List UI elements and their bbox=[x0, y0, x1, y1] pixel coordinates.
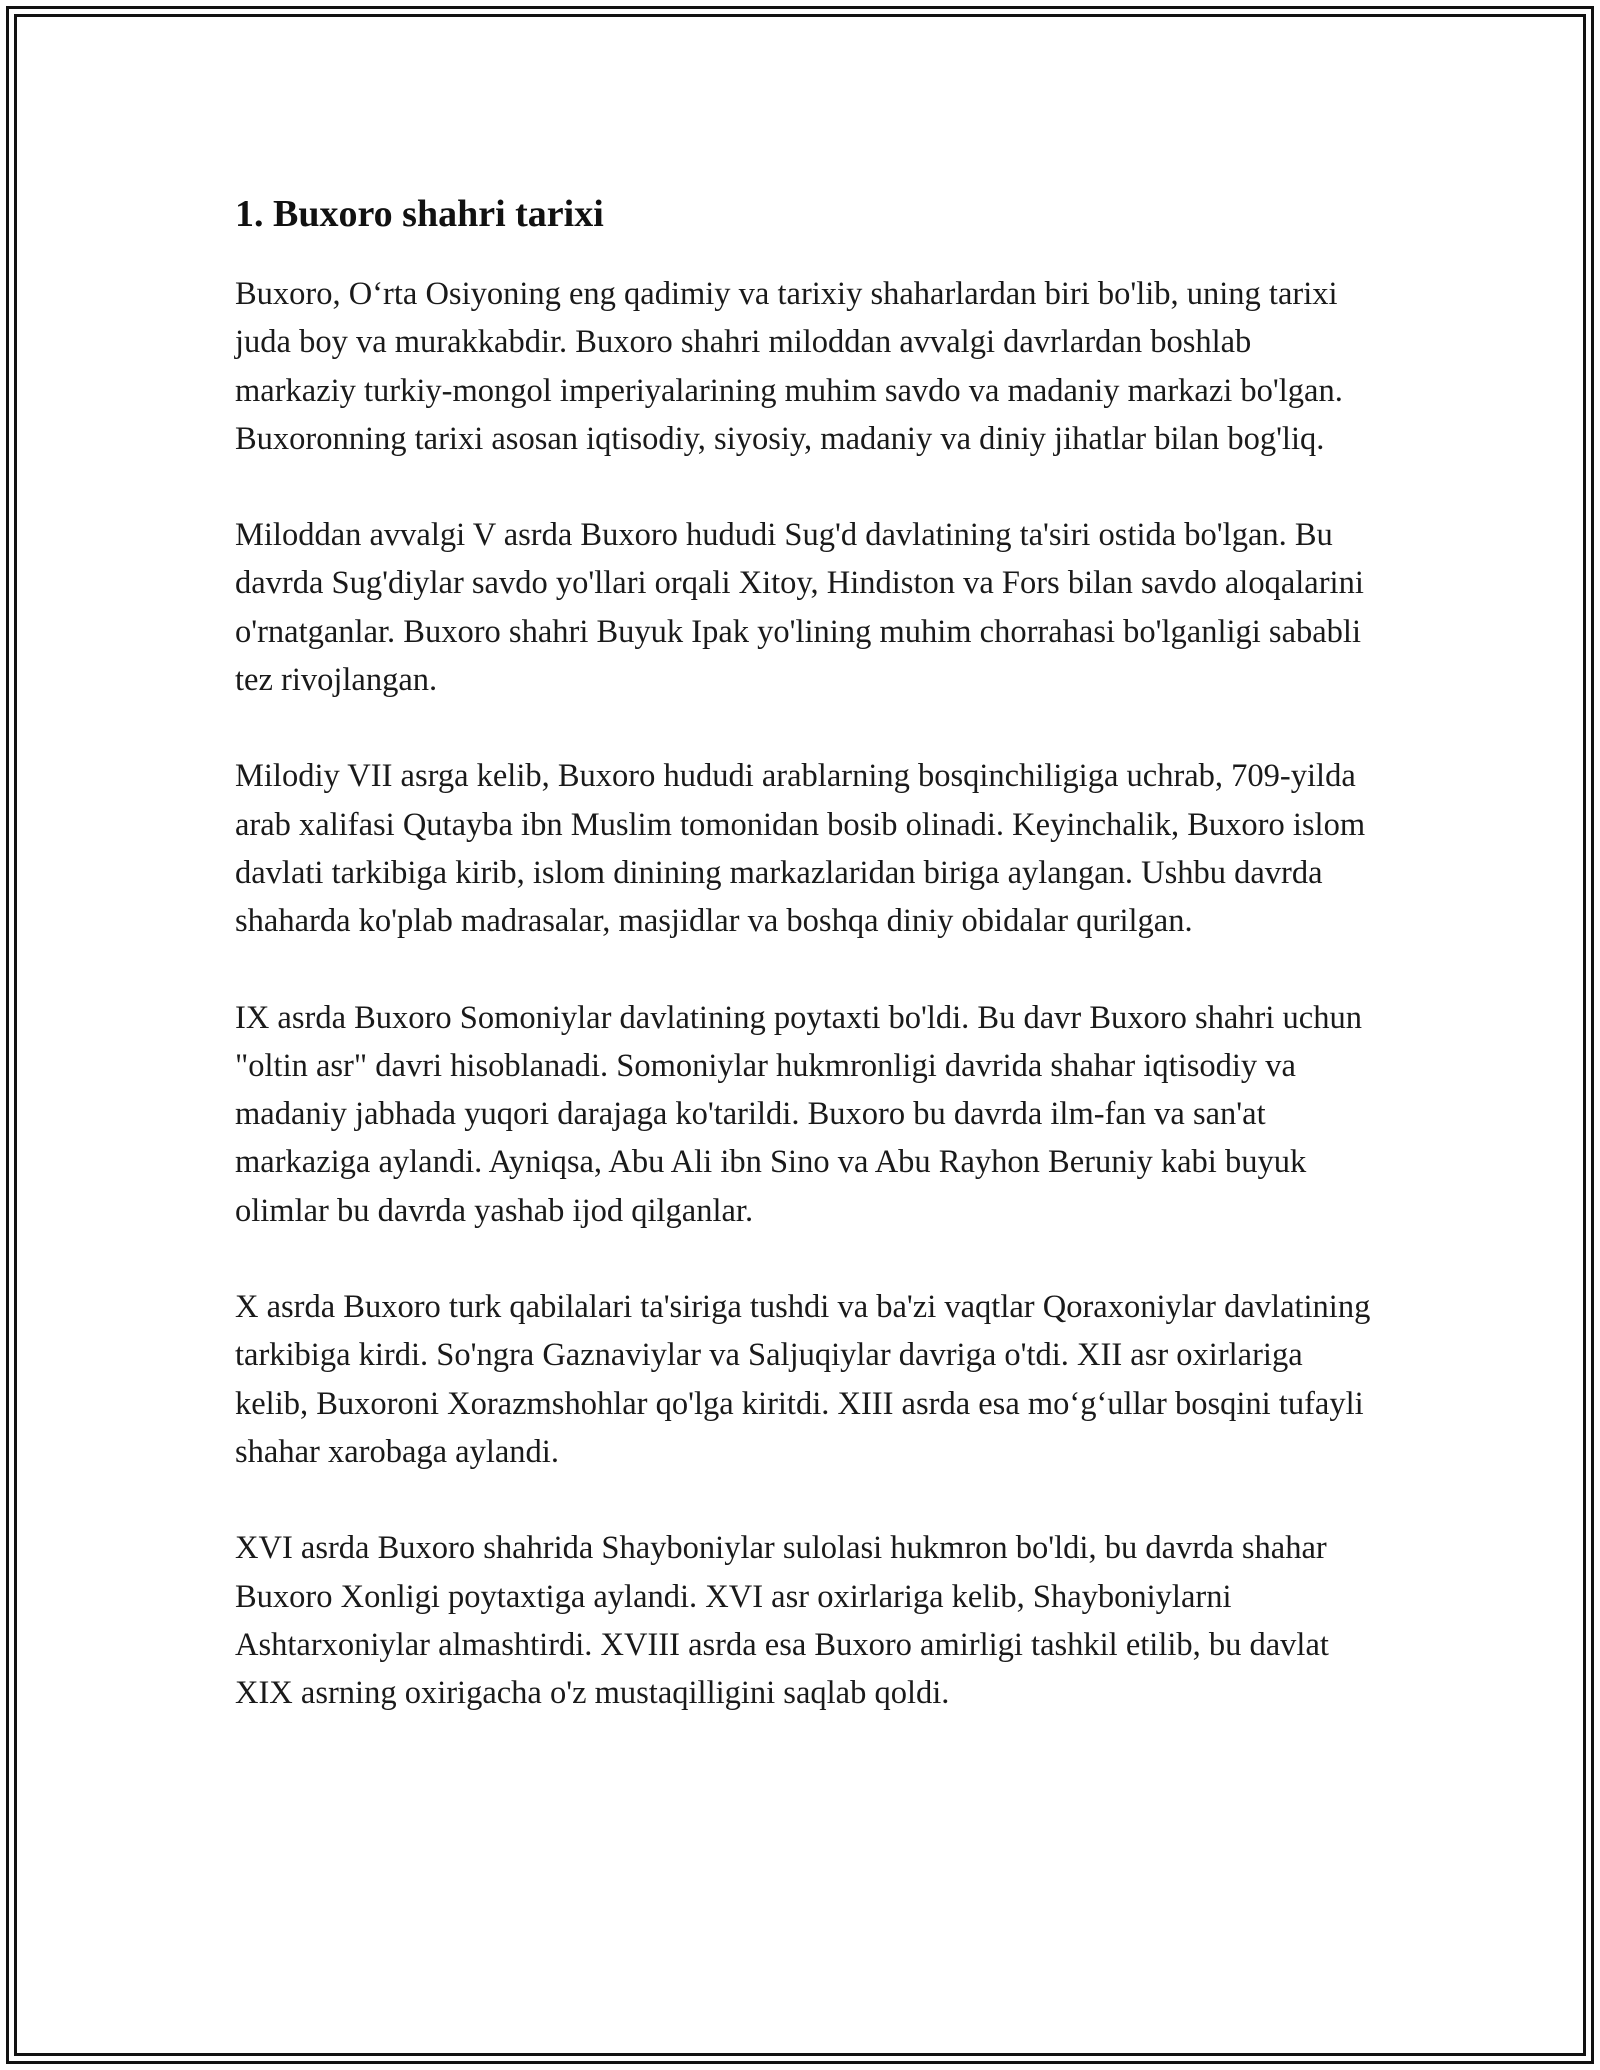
paragraph-3: Milodiy VII asrga kelib, Buxoro hududi arablarning bosqinchiligiga uchrab, 709-yilda arab xalifasi Qutayba ibn Muslim tomonidan bosib olinadi. Keyinchalik, Buxoro islom davlati tarkibiga kirib, islom dinining markazlaridan biriga aylangan. Ushbu davrda shaharda ko'plab madrasalar, masjidlar va boshqa diniy obidalar qurilgan. bbox=[235, 758, 1366, 940]
paragraph-5: X asrda Buxoro turk qabilalari ta'siriga tushdi va ba'zi vaqtlar Qoraxoniylar davlatining tarkibiga kirdi. So'ngra Gaznaviylar va Saljuqiylar davriga o'tdi. XII asr oxirlariga kelib, Buxoroni Xorazmshohlar qo'lga kiritdi. XIII asrda esa mo‘g‘ullar bosqini tufayli shahar xarobaga aylandi. bbox=[235, 1289, 1371, 1470]
paragraph-1: Buxoro, O‘rta Osiyoning eng qadimiy va tarixiy shaharlardan biri bo'lib, uning tarixi juda boy va murakkabdir. Buxoro shahri miloddan avvalgi davrlardan boshlab markaziy turkiy-mongol imperiyalarining muhim savdo va madaniy markazi bo'lgan. Buxoronning tarixi asosan iqtisodiy, siyosiy, madaniy va diniy jihatlar bilan bog'liq. bbox=[235, 276, 1343, 457]
paragraph-4: IX asrda Buxoro Somoniylar davlatining poytaxti bo'ldi. Bu davr Buxoro shahri uchun "oltin asr" davri hisoblanadi. Somoniylar hukmronligi davrida shahar iqtisodiy va madaniy jabhada yuqori darajaga ko'tarildi. Buxoro bu davrda ilm-fan va san'at markaziga aylandi. Ayniqsa, Abu Ali ibn Sino va Abu Rayhon Beruniy kabi buyuk olimlar bu davrda yashab ijod qilganlar. bbox=[235, 999, 1362, 1229]
paragraph-6: XVI asrda Buxoro shahrida Shayboniylar sulolasi hukmron bo'ldi, bu davrda shahar Buxoro Xonligi poytaxtiga aylandi. XVI asr oxirlariga kelib, Shayboniylarni Ashtarxoniylar almashtirdi. XVIII asrda esa Buxoro amirligi tashkil etilib, bu davlat XIX asrning oxirigacha o'z mustaqilligini saqlab qoldi. bbox=[235, 1530, 1329, 1712]
paragraph-2: Miloddan avvalgi V asrda Buxoro hududi Sug'd davlatining ta'siri ostida bo'lgan. Bu davrda Sug'diylar savdo yo'llari orqali Xitoy, Hindiston va Fors bilan savdo aloqalarini o'rnatganlar. Buxoro shahri Buyuk Ipak yo'lining muhim chorrahasi bo'lganligi sababli tez rivojlangan. bbox=[235, 517, 1364, 699]
document-body bbox=[235, 186, 1375, 1765]
section-heading: 1. Buxoro shahri tarixi bbox=[235, 193, 604, 235]
